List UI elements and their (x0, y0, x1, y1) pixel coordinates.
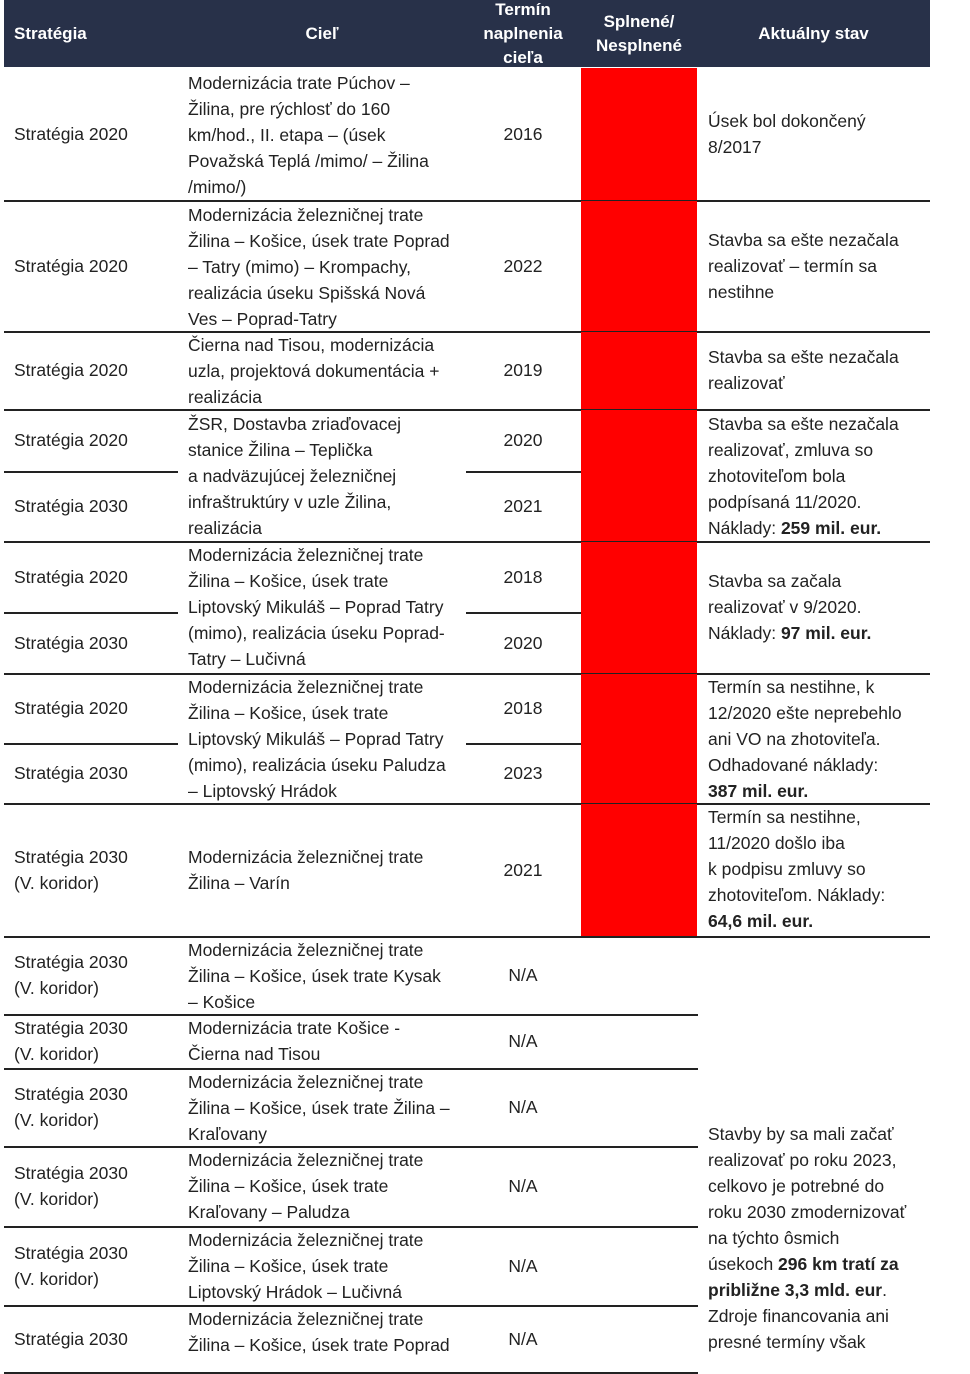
goal-line (188, 963, 473, 989)
goal-text: Modernizácia železničnej trate (188, 847, 424, 867)
status-line (708, 108, 930, 134)
strategy-line (14, 121, 184, 147)
year-cell (465, 743, 581, 803)
status-text: celkovo je potrebné do (708, 1176, 885, 1196)
goal-line (188, 1147, 473, 1173)
goal-line (188, 752, 473, 778)
status-line (708, 344, 930, 370)
status-line (708, 1277, 930, 1303)
year-value: 2018 (503, 698, 543, 718)
status-text: 12/2020 ešte neprebehlo (708, 703, 902, 723)
goal-text: Modernizácia trate Púchov – (188, 73, 410, 93)
year-value: 2020 (503, 430, 543, 450)
year-cell (465, 673, 581, 743)
goal-line (188, 1041, 473, 1067)
status-text: na týchto ôsmich (708, 1228, 840, 1248)
strategy-label: Stratégia 2030 (14, 846, 128, 867)
status-text: nestihne (708, 282, 775, 302)
year-cell (465, 1226, 581, 1305)
goal-line (188, 1199, 473, 1225)
strategy-label: Stratégia 2030 (14, 1328, 128, 1349)
strategy-line (14, 1160, 184, 1186)
strategy-line (14, 1240, 184, 1266)
strategy-cell (14, 67, 184, 200)
status-text: realizovať v 9/2020. (708, 597, 862, 617)
goal-text: Žilina – Košice, úsek trate Poprad (188, 1335, 450, 1355)
strategy-cell (14, 612, 184, 673)
strategy-label: (V. koridor) (14, 1268, 99, 1289)
goal-line (188, 989, 473, 1015)
goal-line (188, 646, 473, 672)
goal-cell (188, 937, 473, 1015)
year-value: 2021 (503, 496, 543, 516)
goal-line (188, 148, 473, 174)
status-text: Stavba sa ešte nezačala (708, 414, 899, 434)
goal-cell (188, 1147, 473, 1225)
goal-cell (188, 202, 473, 332)
status-text: presné termíny však (708, 1332, 866, 1352)
row-divider (4, 743, 178, 745)
goal-line (188, 1253, 473, 1279)
cost-value: 97 mil. eur. (780, 623, 872, 643)
year-value: N/A (508, 1176, 538, 1196)
goal-text: Modernizácia železničnej trate (188, 1230, 424, 1250)
status-red-cell (581, 201, 697, 331)
goal-line (188, 620, 473, 646)
status-cost-line (708, 778, 930, 804)
status-red-cell (581, 410, 697, 541)
strategy-label: Stratégia 2030 (14, 1163, 128, 1183)
goal-line (188, 937, 473, 963)
header-stav: Aktuálny stav (758, 23, 869, 43)
goal-cell (188, 674, 473, 804)
year-cell (465, 1014, 581, 1068)
strategy-line (14, 357, 184, 383)
goal-text: – Liptovský Hrádok (188, 781, 337, 801)
goal-line (188, 1095, 473, 1121)
goal-line (188, 1332, 473, 1358)
status-text: k podpisu zmluvy so (708, 859, 866, 879)
header-termin: Termín naplnenia cieľa (483, 0, 563, 67)
goal-text: Žilina – Košice, úsek trate Žilina – (188, 1098, 450, 1118)
strategy-line (14, 1041, 184, 1067)
year-cell (465, 471, 581, 541)
strategy-label: Stratégia 2030 (14, 952, 128, 972)
strategy-line (14, 870, 184, 896)
status-line (708, 411, 930, 437)
year-value: N/A (508, 1031, 538, 1051)
status-line (708, 489, 930, 515)
goal-line (188, 306, 473, 332)
year-value: 2019 (503, 360, 543, 380)
year-cell (465, 409, 581, 471)
year-cell (465, 331, 581, 409)
goal-text: Liptovský Mikuláš – Poprad Tatry (188, 597, 444, 617)
status-line (708, 726, 930, 752)
status-red-cell (581, 804, 697, 936)
strategy-cell (14, 409, 184, 471)
goal-cell (188, 1069, 473, 1147)
year-cell (465, 1146, 581, 1226)
status-line (708, 463, 930, 489)
strategy-cell (14, 673, 184, 743)
goal-line (188, 96, 473, 122)
strategy-cell (14, 803, 184, 936)
goal-line (188, 411, 473, 437)
status-text: Úsek bol dokončený (708, 111, 866, 131)
status-line (708, 1251, 930, 1277)
status-text: úsekoch (708, 1254, 779, 1274)
status-line (708, 594, 930, 620)
goal-line (188, 674, 473, 700)
goal-cell (188, 1227, 473, 1305)
header-strategia: Stratégia (14, 23, 87, 43)
cost-value: 259 mil. eur. (780, 518, 882, 538)
goal-text: Liptovský Mikuláš – Poprad Tatry (188, 729, 444, 749)
strategy-cell (14, 1146, 184, 1226)
status-line (708, 134, 930, 160)
year-value: 2023 (503, 763, 543, 783)
status-text: realizovať, zmluva so (708, 440, 874, 460)
strategy-label: Stratégia 2020 (14, 566, 128, 587)
goal-text: Považská Teplá /mimo/ – Žilina (188, 151, 429, 171)
goal-text: a nadväzujúcej železničnej (188, 466, 397, 486)
status-line (708, 830, 930, 856)
status-line (708, 370, 930, 396)
goal-line (188, 1121, 473, 1147)
status-line (708, 568, 930, 594)
goal-text: Modernizácia trate Košice - (188, 1018, 401, 1038)
year-cell (465, 936, 581, 1014)
strategy-cell (14, 471, 184, 541)
year-cell (465, 200, 581, 331)
goal-text: Modernizácia železničnej trate (188, 1309, 424, 1329)
strategy-label: Stratégia 2030 (14, 1242, 128, 1263)
status-text: ani VO na zhotoviteľa. (708, 729, 881, 749)
strategy-label: Stratégia 2020 (14, 123, 128, 144)
strategy-label: (V. koridor) (14, 978, 99, 998)
strategy-label: (V. koridor) (14, 1110, 99, 1130)
year-cell (465, 612, 581, 673)
goal-line (188, 1227, 473, 1253)
goal-text: Žilina – Košice, úsek trate (188, 1256, 389, 1276)
goal-text: Žilina – Košice, úsek trate (188, 571, 389, 591)
row-divider (4, 471, 178, 473)
strategy-line (14, 1107, 184, 1133)
status-red-cell (581, 542, 697, 673)
strategy-line (14, 975, 184, 1001)
status-cost-line (708, 908, 930, 934)
status-line (708, 279, 930, 305)
year-value: N/A (508, 1097, 538, 1117)
goal-line (188, 174, 473, 200)
year-cell (465, 803, 581, 936)
goal-line (188, 594, 473, 620)
goal-text: Žilina – Košice, úsek trate (188, 703, 389, 723)
strategy-line (14, 1081, 184, 1107)
status-text: zhotoviteľom. Náklady: (708, 885, 886, 905)
strategy-line (14, 253, 184, 279)
goal-text: Kraľovany – Paludza (188, 1202, 350, 1222)
goal-line (188, 1279, 473, 1305)
status-line (708, 1199, 930, 1225)
year-cell (465, 1305, 581, 1372)
goal-text: (mimo), realizácia úseku Paludza (188, 755, 446, 775)
goal-text: Žilina – Košice, úsek trate Kysak (188, 966, 441, 986)
goal-line (188, 1069, 473, 1095)
row-divider (4, 612, 178, 614)
status-line (708, 700, 930, 726)
goal-line (188, 489, 473, 515)
status-red-cell (581, 332, 697, 409)
goal-line (188, 463, 473, 489)
year-cell (465, 1068, 581, 1146)
strategy-label: Stratégia 2020 (14, 698, 128, 718)
year-value: N/A (508, 965, 538, 985)
status-text: Zdroje financovania ani (708, 1306, 889, 1326)
goal-line (188, 228, 473, 254)
status-emphasis: približne 3,3 mld. eur (708, 1280, 883, 1300)
year-value: 2016 (503, 123, 543, 144)
goal-text: Žilina – Varín (188, 873, 290, 893)
year-value: 2022 (503, 255, 543, 276)
goal-text: Žilina – Košice, úsek trate (188, 1176, 389, 1196)
goal-line (188, 122, 473, 148)
goal-text: – Tatry (mimo) – Krompachy, (188, 257, 412, 277)
year-value: 2020 (503, 632, 543, 653)
strategy-line (14, 949, 184, 975)
goal-cell (188, 1015, 473, 1067)
strategy-line (14, 1015, 184, 1041)
goal-line (188, 70, 473, 96)
strategy-label: Stratégia 2020 (14, 360, 128, 380)
goal-text: realizácia (188, 518, 262, 538)
goal-text: /mimo/) (188, 177, 247, 197)
strategy-label: Stratégia 2020 (14, 255, 128, 276)
goal-line (188, 280, 473, 306)
strategy-label: Stratégia 2030 (14, 1084, 128, 1104)
status-line (708, 1329, 930, 1355)
strategy-cell (14, 331, 184, 409)
year-value: N/A (508, 1255, 538, 1276)
goal-text: Modernizácia železničnej trate (188, 677, 424, 697)
status-line (708, 882, 930, 908)
goal-text: Modernizácia železničnej trate (188, 545, 424, 565)
goal-text: Liptovský Hrádok – Lučivná (188, 1282, 402, 1302)
goal-line (188, 202, 473, 228)
goal-line (188, 1015, 473, 1041)
goal-text: Kraľovany (188, 1124, 268, 1144)
goal-text: Modernizácia železničnej trate (188, 1150, 424, 1170)
goal-cell (188, 844, 473, 896)
cost-label: Náklady: (708, 518, 781, 538)
goal-text: realizácia úseku Spišská Nová (188, 283, 426, 303)
year-cell (465, 67, 581, 200)
strategy-cell (14, 1014, 184, 1068)
strategy-label: (V. koridor) (14, 1044, 99, 1064)
status-line (708, 674, 930, 700)
cost-value: 64,6 mil. eur. (708, 911, 814, 931)
strategy-line (14, 844, 184, 870)
strategy-label: Stratégia 2030 (14, 763, 128, 783)
goal-text: infraštruktúry v uzle Žilina, (188, 492, 392, 512)
status-line (708, 1173, 930, 1199)
goal-text: Modernizácia železničnej trate (188, 940, 424, 960)
goal-line (188, 254, 473, 280)
goal-text: km/hod., II. etapa – (úsek (188, 125, 386, 145)
goal-text: Žilina – Košice, úsek trate Poprad (188, 231, 450, 251)
goal-text: Ves – Poprad-Tatry (188, 309, 337, 329)
strategy-label: Stratégia 2030 (14, 496, 128, 516)
goal-text: Modernizácia železničnej trate (188, 1072, 424, 1092)
status-red-cell (581, 68, 697, 200)
status-text: realizovať po roku 2023, (708, 1150, 897, 1170)
goal-line (188, 358, 473, 384)
goal-line (188, 568, 473, 594)
strategy-label: (V. koridor) (14, 872, 99, 893)
strategy-label: Stratégia 2030 (14, 1018, 128, 1038)
status-line (708, 804, 930, 830)
status-cell (708, 568, 930, 646)
cost-label: Náklady: (708, 623, 781, 643)
year-value: N/A (508, 1328, 538, 1349)
goal-cell (188, 411, 473, 541)
goal-line (188, 870, 473, 896)
goal-cell (188, 70, 473, 200)
strategy-cell (14, 541, 184, 612)
status-text: 8/2017 (708, 137, 762, 157)
goal-line (188, 384, 473, 410)
goal-text: realizácia (188, 387, 262, 407)
goal-line (188, 437, 473, 463)
status-cell (708, 411, 930, 541)
strategy-cell (14, 1226, 184, 1305)
goal-line (188, 1173, 473, 1199)
status-text: Stavba sa ešte nezačala (708, 347, 899, 367)
status-line (708, 253, 930, 279)
goal-line (188, 515, 473, 541)
goal-text: Čierna nad Tisou (188, 1044, 321, 1064)
year-value: 2021 (503, 859, 543, 880)
status-text: Termín sa nestihne, (708, 807, 861, 827)
status-line (708, 437, 930, 463)
goal-text: Tatry – Lučivná (188, 649, 306, 669)
status-cell (708, 674, 930, 804)
status-text: . (882, 1280, 887, 1300)
goal-text: – Košice (188, 992, 256, 1012)
status-text: realizovať (708, 373, 785, 393)
goal-cell (188, 1306, 473, 1358)
status-cell (708, 227, 930, 305)
strategy-line (14, 1266, 184, 1292)
status-text: Stavba sa začala (708, 571, 842, 591)
status-text: Stavby by sa mali začať (708, 1124, 894, 1144)
status-line (708, 1303, 930, 1329)
goal-text: uzla, projektová dokumentácia + (188, 361, 440, 381)
goal-text: Čierna nad Tisou, modernizácia (188, 335, 435, 355)
goal-text: stanice Žilina – Teplička (188, 440, 373, 460)
strategy-label: Stratégia 2030 (14, 632, 128, 653)
status-cell (708, 344, 930, 396)
goal-line (188, 1306, 473, 1332)
strategy-label: (V. koridor) (14, 1189, 99, 1209)
status-text: roku 2030 zmodernizovať (708, 1202, 907, 1222)
strategy-cell (14, 1305, 184, 1372)
year-cell (465, 541, 581, 612)
status-text: zhotoviteľom bola (708, 466, 846, 486)
strategy-cell (14, 1068, 184, 1146)
shared-status-cell (708, 1121, 930, 1355)
status-line (708, 856, 930, 882)
status-text: podpísaná 11/2020. (708, 492, 862, 512)
goal-text: ŽSR, Dostavba zriaďovacej (188, 414, 402, 434)
header-splnene: Splnené/ Nesplnené (596, 11, 682, 55)
goal-text: Modernizácia železničnej trate (188, 205, 424, 225)
goal-line (188, 332, 473, 358)
strategy-cell (14, 200, 184, 331)
goal-text: Žilina, pre rýchlosť do 160 (188, 99, 391, 119)
goal-line (188, 778, 473, 804)
cost-value: 387 mil. eur. (708, 781, 809, 801)
status-cell (708, 804, 930, 934)
strategy-label: Stratégia 2020 (14, 430, 128, 450)
status-text: realizovať – termín sa (708, 256, 877, 276)
status-line (708, 1121, 930, 1147)
header-ciel: Cieľ (305, 23, 339, 43)
status-red-cell (581, 674, 697, 803)
status-line (708, 227, 930, 253)
status-line (708, 752, 930, 778)
goal-line (188, 726, 473, 752)
status-text: 11/2020 došlo iba (708, 833, 845, 853)
status-line (708, 1147, 930, 1173)
status-text: Stavba sa ešte nezačala (708, 230, 899, 250)
status-text: Odhadované náklady: (708, 755, 879, 775)
status-cell (708, 108, 930, 160)
strategy-cell (14, 936, 184, 1014)
year-value: 2018 (503, 566, 543, 587)
status-line (708, 1225, 930, 1251)
goal-line (188, 700, 473, 726)
goal-line (188, 542, 473, 568)
goal-cell (188, 542, 473, 672)
status-emphasis: 296 km tratí za (778, 1254, 899, 1274)
goal-cell (188, 332, 473, 410)
goal-line (188, 844, 473, 870)
strategy-cell (14, 743, 184, 803)
strategy-line (14, 1186, 184, 1212)
status-cost-line (708, 515, 930, 541)
status-cost-line (708, 620, 930, 646)
status-text: Termín sa nestihne, k (708, 677, 875, 697)
goal-text: (mimo), realizácia úseku Poprad- (188, 623, 445, 643)
